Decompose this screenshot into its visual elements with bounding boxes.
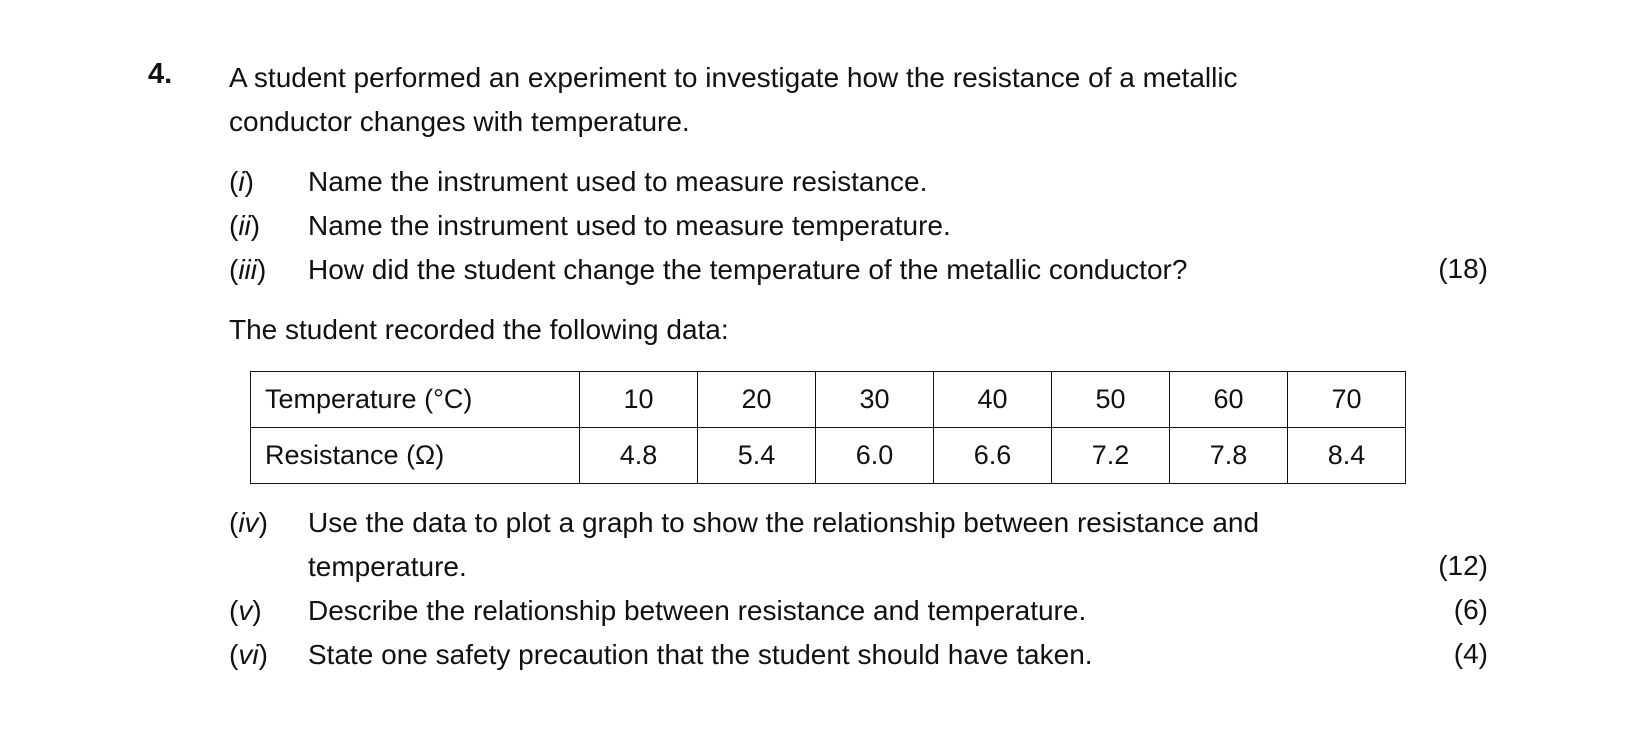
part-ii-text: Name the instrument used to measure temperature. [308, 210, 951, 241]
row-header-temperature: Temperature (°C) [251, 372, 580, 428]
question-intro-line-2: conductor changes with temperature. [229, 106, 690, 137]
table-cell: 40 [934, 372, 1052, 428]
part-i-label: (i) [229, 166, 254, 197]
table-cell: 8.4 [1288, 428, 1406, 484]
marks-part-iv: (12) [1438, 550, 1488, 581]
table-cell: 60 [1170, 372, 1288, 428]
table-cell: 6.0 [816, 428, 934, 484]
part-v-text: Describe the relationship between resistance and temperature. [308, 595, 1087, 626]
table-row-temperature [251, 372, 1406, 428]
table-row-resistance [251, 428, 1406, 484]
table-cell: 30 [816, 372, 934, 428]
table-cell: 4.8 [580, 428, 698, 484]
marks-part-a: (18) [1438, 253, 1488, 284]
table-cell: 10 [580, 372, 698, 428]
table-cell: 7.2 [1052, 428, 1170, 484]
part-v-label: (v) [229, 595, 262, 626]
data-table [250, 371, 1406, 484]
row-header-resistance: Resistance (Ω) [251, 428, 580, 484]
part-vi-label: (vi) [229, 639, 268, 670]
part-vi-text: State one safety precaution that the student should have taken. [308, 639, 1093, 670]
part-iii-text: How did the student change the temperature of the metallic conductor? [308, 254, 1188, 285]
marks-part-vi: (4) [1453, 638, 1488, 669]
question-number: 4. [148, 58, 173, 90]
part-iv-label: (iv) [229, 507, 268, 538]
table-cell: 5.4 [698, 428, 816, 484]
part-iv-text-line-2: temperature. [308, 551, 467, 582]
table-cell: 50 [1052, 372, 1170, 428]
part-iv-text-line-1: Use the data to plot a graph to show the relationship between resistance and [308, 507, 1260, 538]
question-intro-line-1: A student performed an experiment to investigate how the resistance of a metallic [229, 62, 1238, 93]
data-intro: The student recorded the following data: [229, 314, 729, 345]
part-iii-label: (iii) [229, 254, 267, 285]
table-cell: 7.8 [1170, 428, 1288, 484]
table-cell: 6.6 [934, 428, 1052, 484]
marks-part-v: (6) [1453, 594, 1488, 625]
table-cell: 20 [698, 372, 816, 428]
table-cell: 70 [1288, 372, 1406, 428]
part-i-text: Name the instrument used to measure resistance. [308, 166, 928, 197]
part-ii-label: (ii) [229, 210, 261, 241]
